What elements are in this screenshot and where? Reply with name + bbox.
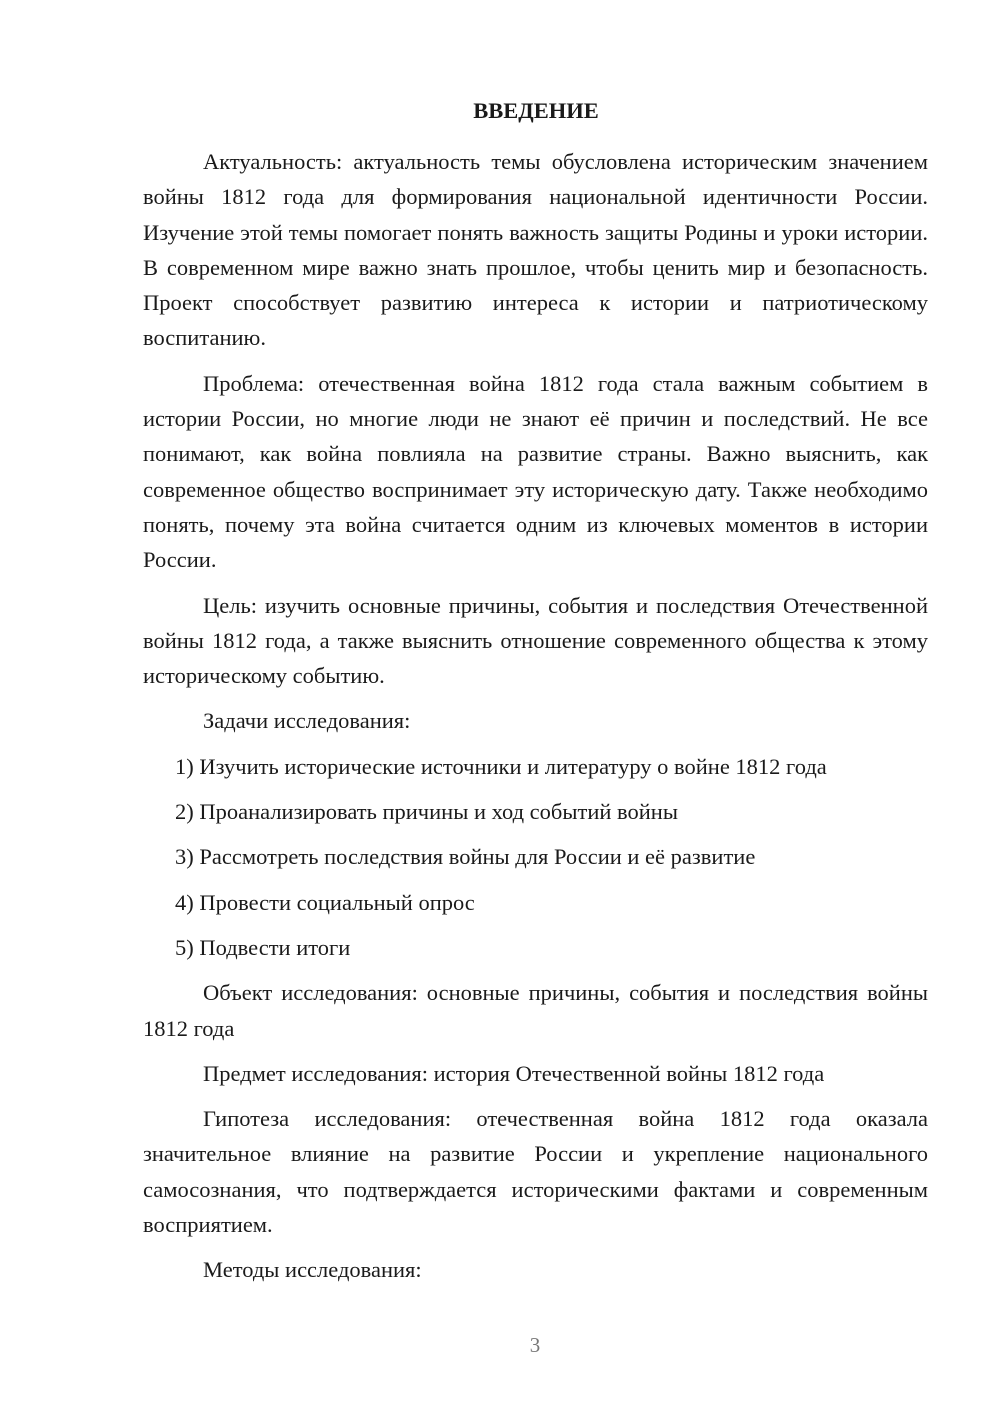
- page-number: 3: [529, 1333, 541, 1357]
- list-item: 2) Проанализировать причины и ход событий войны: [175, 799, 678, 825]
- list-item: 5) Подвести итоги: [175, 934, 351, 960]
- paragraph-problem: Проблема: отечественная война 1812 года стала важным событием в истории России, но многие люди не знают её причин и последствий. Не все понимают, как война повлияла на развитие страны. Важно выяснить, как современное общество воспринимает эту историческую дату. Также необходимо понять, почему эта война считается одним из ключевых моментов в истории России.: [143, 370, 928, 573]
- paragraph-goal: Цель: изучить основные причины, события и последствия Отечественной войны 1812 года, а также выяснить отношение современного общества к этому историческому событию.: [143, 592, 928, 689]
- list-item: 3) Рассмотреть последствия войны для России и её развитие: [175, 844, 756, 870]
- tasks-list: [143, 749, 928, 965]
- page-title: ВВЕДЕНИЕ: [473, 98, 599, 123]
- list-item: 1) Изучить исторические источники и литературу о войне 1812 года: [175, 753, 827, 779]
- paragraph-hypothesis: Гипотеза исследования: отечественная война 1812 года оказала значительное влияние на развитие России и укрепление национального самосознания, что подтверждается историческими фактами и современным восприятием.: [143, 1106, 928, 1238]
- methods-title: Методы исследования:: [203, 1257, 422, 1283]
- document-body: [143, 96, 928, 1298]
- paragraph-subject: Предмет исследования: история Отечественной войны 1812 года: [203, 1060, 825, 1086]
- paragraph-relevance: Актуальность: актуальность темы обусловлена историческим значением войны 1812 года для формирования национальной идентичности России. Изучение этой темы помогает понять важность защиты Родины и уроки истории. В современном мире важно знать прошлое, чтобы ценить мир и безопасность. Проект способствует развитию интереса к истории и патриотическому воспитанию.: [143, 149, 928, 351]
- list-item: 4) Провести социальный опрос: [175, 889, 475, 915]
- paragraph-object: Объект исследования: основные причины, события и последствия войны 1812 года: [143, 980, 928, 1041]
- tasks-title: Задачи исследования:: [203, 708, 411, 734]
